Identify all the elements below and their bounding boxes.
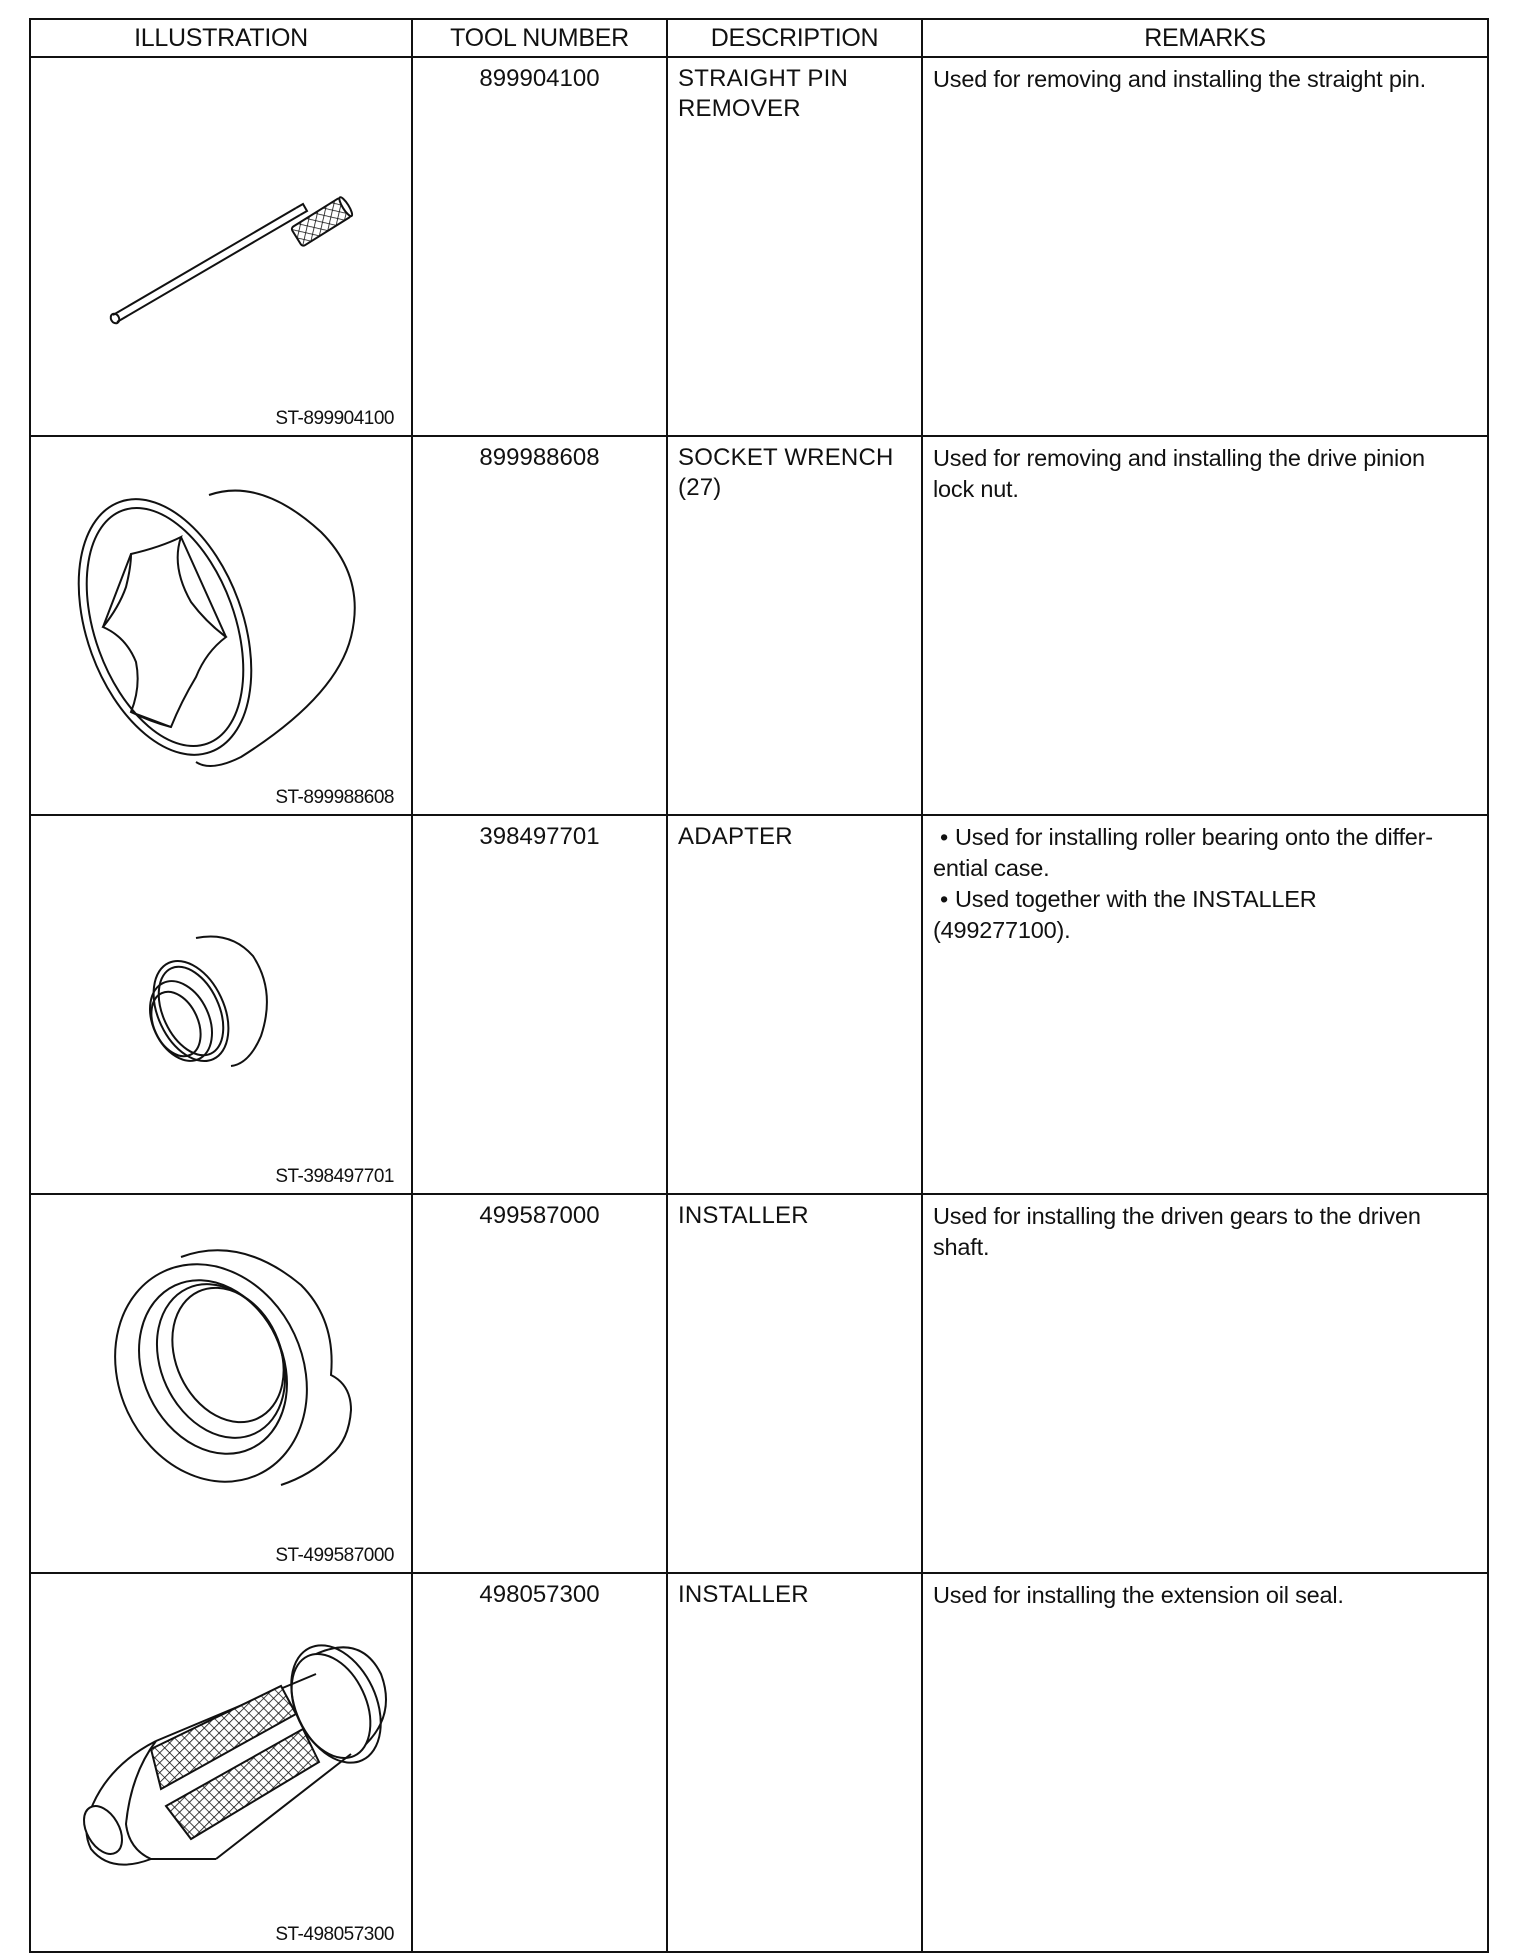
socket-wrench-icon: [31, 437, 413, 807]
header-remarks: REMARKS: [922, 19, 1488, 57]
illustration-label: ST-899988608: [275, 787, 394, 808]
description-line: STRAIGHT PIN: [678, 65, 848, 92]
description-line: REMOVER: [678, 95, 801, 122]
bullet-dot: •: [939, 886, 949, 912]
remarks-line: Used for installing roller bearing onto the differ-: [955, 824, 1433, 850]
description-line: INSTALLER: [678, 1202, 809, 1229]
remarks-line: (499277100).: [933, 917, 1071, 943]
straight-pin-remover-icon: [31, 58, 413, 428]
illustration-cell: [30, 1194, 412, 1573]
remarks-line: Used for removing and installing the drive pinion: [933, 445, 1425, 471]
description-line: (27): [678, 474, 722, 501]
illustration-label: ST-499587000: [275, 1545, 394, 1566]
illustration-label: ST-899904100: [275, 408, 394, 429]
table-row: [30, 57, 1488, 436]
special-tools-table: [29, 18, 1489, 1953]
tool-number: 899988608: [412, 436, 667, 815]
table-row: [30, 436, 1488, 815]
tool-number: 899904100: [412, 57, 667, 436]
illustration-cell: [30, 57, 412, 436]
remarks-bullet: [933, 884, 1479, 915]
description: [667, 436, 922, 815]
header-description: DESCRIPTION: [667, 19, 922, 57]
remarks-line: Used together with the INSTALLER: [955, 886, 1317, 912]
table-row: [30, 1573, 1488, 1952]
remarks: [922, 436, 1488, 815]
illustration-cell: [30, 1573, 412, 1952]
description: [667, 57, 922, 436]
installer-ring-icon: [31, 1195, 413, 1565]
header-tool-number: TOOL NUMBER: [412, 19, 667, 57]
illustration-label: ST-398497701: [275, 1166, 394, 1187]
remarks: [922, 1194, 1488, 1573]
bullet-dot: •: [939, 824, 949, 850]
remarks-line: lock nut.: [933, 476, 1019, 502]
remarks-line: ential case.: [933, 855, 1050, 881]
illustration-cell: [30, 436, 412, 815]
illustration-label: ST-498057300: [275, 1924, 394, 1945]
description: [667, 1194, 922, 1573]
tool-number: 398497701: [412, 815, 667, 1194]
adapter-icon: [31, 816, 413, 1186]
remarks: [922, 1573, 1488, 1952]
illustration-cell: [30, 815, 412, 1194]
description-line: SOCKET WRENCH: [678, 444, 894, 471]
remarks-line: Used for installing the driven gears to the driven: [933, 1203, 1421, 1229]
table-header-row: [30, 19, 1488, 57]
installer-knurled-icon: [31, 1574, 413, 1944]
remarks-line: Used for installing the extension oil seal.: [933, 1582, 1344, 1608]
remarks: [922, 815, 1488, 1194]
header-illustration: ILLUSTRATION: [30, 19, 412, 57]
description-line: ADAPTER: [678, 823, 793, 850]
table-row: [30, 1194, 1488, 1573]
table-row: [30, 815, 1488, 1194]
tool-number: 499587000: [412, 1194, 667, 1573]
remarks-line: shaft.: [933, 1234, 990, 1260]
description-line: INSTALLER: [678, 1581, 809, 1608]
remarks-line: Used for removing and installing the straight pin.: [933, 66, 1426, 92]
remarks-bullet: [933, 822, 1479, 853]
description: [667, 815, 922, 1194]
remarks: [922, 57, 1488, 436]
tool-number: 498057300: [412, 1573, 667, 1952]
description: [667, 1573, 922, 1952]
